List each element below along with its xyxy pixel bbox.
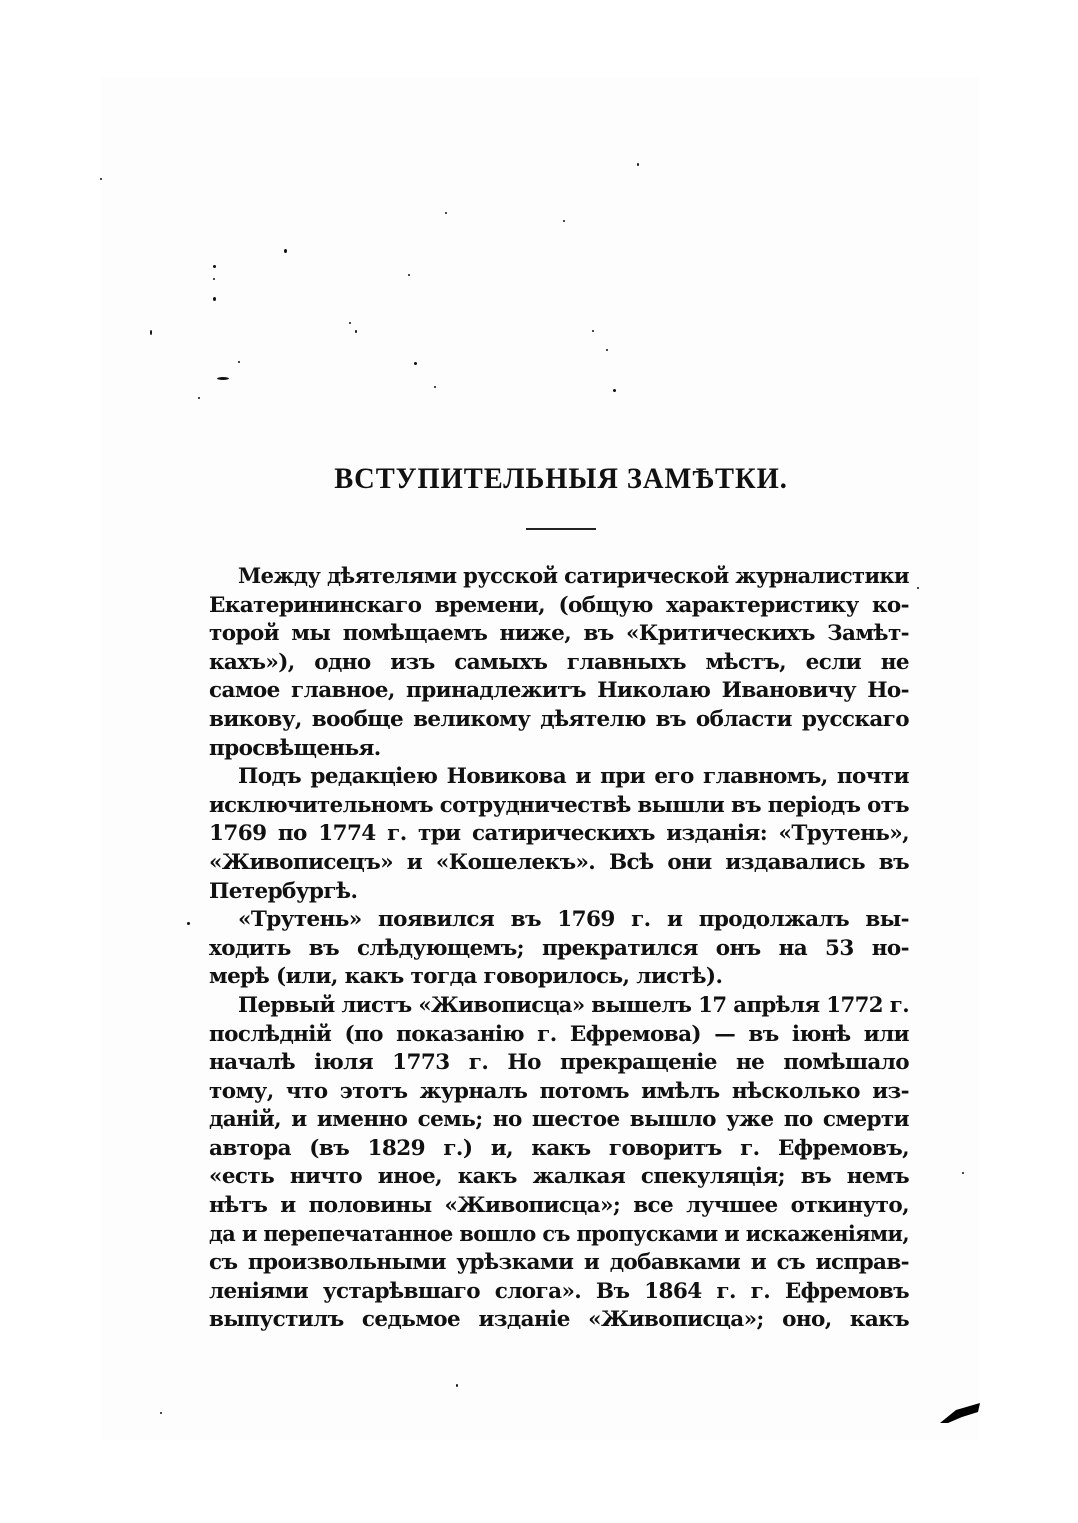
scan-speck xyxy=(150,330,152,335)
text-line: леніями устарѣвшаго слога». Въ 1864 г. г. Ефремовъ xyxy=(209,1278,909,1304)
text-line: «есть ничто иное, какъ жалкая спекуляція; въ немъ xyxy=(209,1164,909,1190)
text-line: 1769 по 1774 г. три сатирическихъ изданія: «Трутень», xyxy=(209,821,909,847)
scan-speck xyxy=(213,265,216,268)
scan-speck xyxy=(613,389,616,392)
text-line: Первый листъ «Живописца» вышелъ 17 апрѣля 1772 г. xyxy=(238,992,909,1018)
text-line: исключительномъ сотрудничествѣ вышли въ періодъ отъ xyxy=(209,792,909,818)
scan-speck xyxy=(284,249,287,253)
scan-speck xyxy=(217,377,229,380)
scan-speck xyxy=(349,322,351,324)
text-line: выпустилъ седьмое изданіе «Живописца»; оно, какъ xyxy=(209,1307,909,1333)
text-line: викову, вообще великому дѣятелю въ области русскаго xyxy=(209,706,909,732)
scan-speck xyxy=(213,278,215,280)
text-line: началѣ іюля 1773 г. Но прекращеніе не помѣшало xyxy=(209,1050,909,1076)
scan-speck xyxy=(606,349,608,351)
text-line: «Живописецъ» и «Кошелекъ». Всѣ они издавались въ xyxy=(209,849,909,875)
scan-speck xyxy=(563,220,565,222)
text-line: Между дѣятелями русской сатирической журналистики xyxy=(238,564,909,589)
text-line: торой мы помѣщаемъ ниже, въ «Критическихъ Замѣт- xyxy=(209,621,909,647)
scan-speck xyxy=(213,297,216,301)
text-line: послѣдній (по показанію г. Ефремова) — въ іюнѣ или xyxy=(209,1021,909,1047)
text-line: да и перепечатанное вошло съ пропусками и искаженіями, xyxy=(209,1221,909,1247)
text-line: автора (въ 1829 г.) и, какъ говоритъ г. Ефремовъ, xyxy=(209,1135,909,1161)
text-line: Петербургѣ. xyxy=(209,878,358,904)
scan-speck xyxy=(592,330,594,332)
section-title: ВСТУПИТЕЛЬНЫЯ ЗАМѢТКИ. xyxy=(334,462,788,495)
text-line: тому, что этотъ журналъ потомъ имѣлъ нѣсколько из- xyxy=(209,1078,909,1104)
text-line: даній, и именно семь; но шестое вышло уже по смерти xyxy=(209,1107,909,1133)
text-line: просвѣщенья. xyxy=(209,735,381,761)
text-line: самое главное, принадлежитъ Николаю Ивановичу Но- xyxy=(209,678,909,704)
scan-speck xyxy=(198,397,200,399)
text-line: Подъ редакціею Новикова и при его главномъ, почти xyxy=(238,764,909,790)
scan-speck xyxy=(238,361,240,363)
scan-speck xyxy=(355,330,357,333)
scan-speck xyxy=(456,1384,458,1387)
text-line: съ произвольными урѣзками и добавками и съ исправ- xyxy=(209,1250,909,1276)
scan-speck xyxy=(408,274,410,276)
text-line: «Трутень» появился въ 1769 г. и продолжалъ вы- xyxy=(238,907,909,933)
scan-speck xyxy=(414,362,417,365)
scan-speck xyxy=(637,163,639,166)
scan-speck xyxy=(962,1172,964,1174)
text-line: ходить въ слѣдующемъ; прекратился онъ на 53 но- xyxy=(209,935,909,961)
scan-speck xyxy=(187,922,190,925)
text-line: кахъ»), одно изъ самыхъ главныхъ мѣстъ, если не xyxy=(209,649,909,675)
scan-speck xyxy=(160,1412,162,1414)
text-line: нѣтъ и половины «Живописца»; все лучшее откинуто, xyxy=(209,1193,909,1219)
text-line: мерѣ (или, какъ тогда говорилось, листѣ). xyxy=(209,964,723,990)
scan-speck xyxy=(434,386,436,388)
scan-speck xyxy=(445,212,447,214)
scan-speck xyxy=(100,178,102,180)
title-rule-divider xyxy=(526,528,596,530)
text-line: Екатерининскаго времени, (общую характеристику ко- xyxy=(209,592,909,618)
body-text xyxy=(209,563,909,1335)
